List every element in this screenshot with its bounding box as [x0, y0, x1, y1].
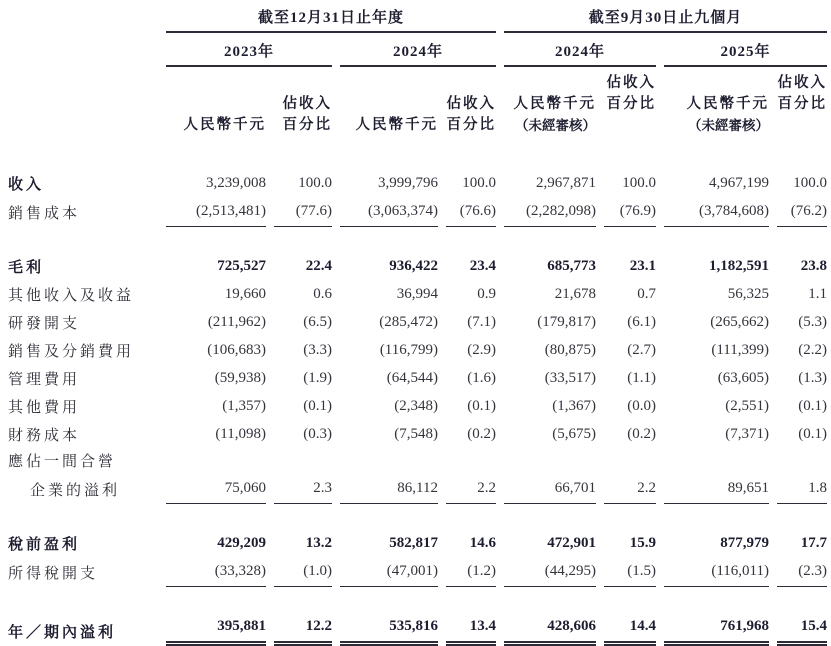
table-row: [8, 393, 831, 421]
pct-of-revenue-label: 百分比: [446, 117, 496, 133]
row-label: 管理費用: [8, 372, 81, 388]
row-label: 所得稅開支: [8, 566, 99, 582]
table-row: [8, 530, 831, 558]
cell-value: 100.0: [298, 175, 332, 191]
cell-value: 685,773: [547, 258, 596, 274]
cell-value: (2.3): [777, 558, 827, 587]
cell-value: 1.8: [777, 475, 827, 504]
cell-value: 86,112: [340, 475, 438, 504]
header-years: [8, 40, 831, 67]
cell-value: 21,678: [554, 286, 596, 302]
cell-value: (11,098): [215, 426, 266, 442]
cell-value: 0.9: [477, 286, 496, 302]
cell-value: (63,605): [717, 370, 769, 386]
spacer-cell: [8, 73, 158, 136]
cell-value: (5,675): [552, 426, 596, 442]
cell-value: 36,994: [396, 286, 438, 302]
cell-value: 535,816: [340, 613, 438, 646]
cell-value: 4,967,199: [709, 175, 769, 191]
cell-value: 17.7: [800, 535, 827, 551]
cell-value: 13.4: [446, 613, 496, 646]
cell-value: 23.8: [800, 258, 827, 274]
cell-value: 2.2: [604, 475, 656, 504]
pct-of-revenue-label: 佔收入: [777, 75, 827, 91]
year-2024-9m-label: 2024年: [504, 40, 656, 67]
cell-value: (179,817): [537, 314, 596, 330]
cell-value: 15.9: [629, 535, 656, 551]
table-row: [8, 309, 831, 337]
cell-value: 100.0: [462, 175, 496, 191]
cell-value: (3,784,608): [664, 198, 769, 227]
cell-value: 877,979: [720, 535, 769, 551]
col-2023-rmb-header: [166, 73, 266, 136]
cell-value: (116,011): [664, 558, 769, 587]
row-label: 毛利: [8, 260, 45, 276]
cell-value: (2,513,481): [166, 198, 266, 227]
cell-value: (1.5): [604, 558, 656, 587]
row-label: 企業的溢利: [30, 483, 121, 499]
table-row: [8, 613, 831, 646]
row-label: 其他收入及收益: [8, 288, 135, 304]
cell-value: (76.2): [777, 198, 827, 227]
cell-value: 725,527: [217, 258, 266, 274]
pct-of-revenue-label: 百分比: [282, 117, 332, 133]
rmb-unit-label: 人民幣千元: [183, 117, 266, 133]
col-2025-9m-pct-header: [777, 73, 827, 136]
cell-value: 582,817: [389, 535, 438, 551]
table-row: [8, 449, 831, 475]
cell-value: (3,063,374): [340, 198, 438, 227]
cell-value: (1,357): [222, 398, 266, 414]
cell-value: 761,968: [664, 613, 769, 646]
cell-value: 428,606: [504, 613, 596, 646]
cell-value: (1.6): [467, 370, 496, 386]
cell-value: (7.1): [467, 314, 496, 330]
unaudited-label: （未經審核）: [688, 118, 769, 133]
cell-value: 14.6: [469, 535, 496, 551]
col-2024-9m-rmb-header: [504, 73, 596, 136]
cell-value: 2.3: [274, 475, 332, 504]
period-group-ninemonth-title: 截至9月30日止九個月: [504, 6, 827, 33]
cell-value: (0.1): [798, 426, 827, 442]
header-column-units: [8, 73, 831, 136]
col-2024-9m-pct-header: [604, 73, 656, 136]
cell-value: (5.3): [798, 314, 827, 330]
row-label: 應佔一間合營: [8, 454, 117, 470]
rmb-unit-label: 人民幣千元: [686, 96, 769, 112]
pct-of-revenue-label: 百分比: [606, 96, 656, 112]
rmb-unit-label: 人民幣千元: [355, 117, 438, 133]
cell-value: 23.4: [469, 258, 496, 274]
table-row: [8, 253, 831, 281]
cell-value: (2,282,098): [504, 198, 596, 227]
pct-of-revenue-label: 百分比: [777, 96, 827, 112]
cell-value: 3,239,008: [206, 175, 266, 191]
cell-value: 15.4: [777, 613, 827, 646]
table-row: [8, 337, 831, 365]
rmb-unit-label: 人民幣千元: [513, 96, 596, 112]
table-row: [8, 170, 831, 198]
col-2024-rmb-header: [340, 73, 438, 136]
cell-value: (0.3): [303, 426, 332, 442]
cell-value: (6.1): [627, 314, 656, 330]
cell-value: (211,962): [207, 314, 266, 330]
row-label: 銷售成本: [8, 206, 81, 222]
cell-value: 75,060: [166, 475, 266, 504]
cell-value: (7,371): [725, 426, 769, 442]
table-row: [8, 475, 831, 504]
cell-value: (6.5): [303, 314, 332, 330]
cell-value: (0.2): [627, 426, 656, 442]
row-spacer: [8, 504, 831, 530]
cell-value: 66,701: [504, 475, 596, 504]
row-label: 財務成本: [8, 428, 81, 444]
cell-value: (0.2): [467, 426, 496, 442]
cell-value: (2.9): [467, 342, 496, 358]
cell-value: (80,875): [544, 342, 596, 358]
cell-value: 22.4: [305, 258, 332, 274]
cell-value: 0.7: [637, 286, 656, 302]
header-period-groups: [8, 6, 831, 33]
pct-of-revenue-label: 佔收入: [282, 96, 332, 112]
cell-value: (76.6): [446, 198, 496, 227]
cell-value: (265,662): [710, 314, 769, 330]
cell-value: (285,472): [379, 314, 438, 330]
col-2025-9m-rmb-header: [664, 73, 769, 136]
cell-value: (33,328): [166, 558, 266, 587]
cell-value: 1.1: [808, 286, 827, 302]
cell-value: (2,551): [725, 398, 769, 414]
table-body: [8, 170, 831, 646]
row-spacer: [8, 587, 831, 613]
row-spacer: [8, 227, 831, 253]
cell-value: 3,999,796: [378, 175, 438, 191]
cell-value: (77.6): [274, 198, 332, 227]
cell-value: (111,399): [711, 342, 769, 358]
cell-value: 14.4: [604, 613, 656, 646]
cell-value: 936,422: [389, 258, 438, 274]
col-2023-pct-header: [274, 73, 332, 136]
cell-value: (0.1): [303, 398, 332, 414]
cell-value: 89,651: [664, 475, 769, 504]
row-label: 銷售及分銷費用: [8, 344, 135, 360]
cell-value: (2.7): [627, 342, 656, 358]
pct-of-revenue-label: 佔收入: [606, 75, 656, 91]
cell-value: 0.6: [313, 286, 332, 302]
cell-value: 56,325: [727, 286, 769, 302]
cell-value: (1.0): [274, 558, 332, 587]
cell-value: (1,367): [552, 398, 596, 414]
cell-value: (116,799): [379, 342, 438, 358]
cell-value: 1,182,591: [709, 258, 769, 274]
table-row: [8, 421, 831, 449]
spacer-line: [604, 115, 656, 136]
row-label: 其他費用: [8, 400, 81, 416]
cell-value: (47,001): [340, 558, 438, 587]
row-label: 稅前盈利: [8, 537, 81, 553]
cell-value: (106,683): [207, 342, 266, 358]
year-2025-9m-label: 2025年: [664, 40, 827, 67]
cell-value: (3.3): [303, 342, 332, 358]
cell-value: 13.2: [305, 535, 332, 551]
cell-value: 429,209: [217, 535, 266, 551]
cell-value: 100.0: [793, 175, 827, 191]
cell-value: (0.1): [798, 398, 827, 414]
col-2024-pct-header: [446, 73, 496, 136]
pct-of-revenue-label: 佔收入: [446, 96, 496, 112]
cell-value: (2.2): [798, 342, 827, 358]
cell-value: 19,660: [224, 286, 266, 302]
cell-value: (33,517): [544, 370, 596, 386]
cell-value: (1.3): [798, 370, 827, 386]
cell-value: (0.1): [467, 398, 496, 414]
cell-value: (59,938): [214, 370, 266, 386]
row-label: 收入: [8, 177, 45, 193]
cell-value: (44,295): [504, 558, 596, 587]
cell-value: 12.2: [274, 613, 332, 646]
cell-value: (2,348): [394, 398, 438, 414]
cell-value: (0.0): [627, 398, 656, 414]
cell-value: 395,881: [166, 613, 266, 646]
cell-value: 100.0: [622, 175, 656, 191]
row-label: 研發開支: [8, 316, 81, 332]
cell-value: (76.9): [604, 198, 656, 227]
cell-value: 2.2: [446, 475, 496, 504]
cell-value: (7,548): [394, 426, 438, 442]
cell-value: (1.9): [303, 370, 332, 386]
cell-value: 472,901: [547, 535, 596, 551]
unaudited-label: （未經審核）: [515, 118, 596, 133]
year-2023-label: 2023年: [166, 40, 332, 67]
table-row: [8, 558, 831, 587]
table-row: [8, 281, 831, 309]
cell-value: 23.1: [629, 258, 656, 274]
spacer-line: [777, 115, 827, 136]
cell-value: (64,544): [386, 370, 438, 386]
row-label: 年／期內溢利: [8, 625, 117, 641]
cell-value: (1.2): [446, 558, 496, 587]
cell-value: (1.1): [627, 370, 656, 386]
year-2024-label: 2024年: [340, 40, 496, 67]
cell-value: 2,967,871: [536, 175, 596, 191]
table-row: [8, 198, 831, 227]
table-row: [8, 365, 831, 393]
period-group-annual-title: 截至12月31日止年度: [166, 6, 496, 33]
